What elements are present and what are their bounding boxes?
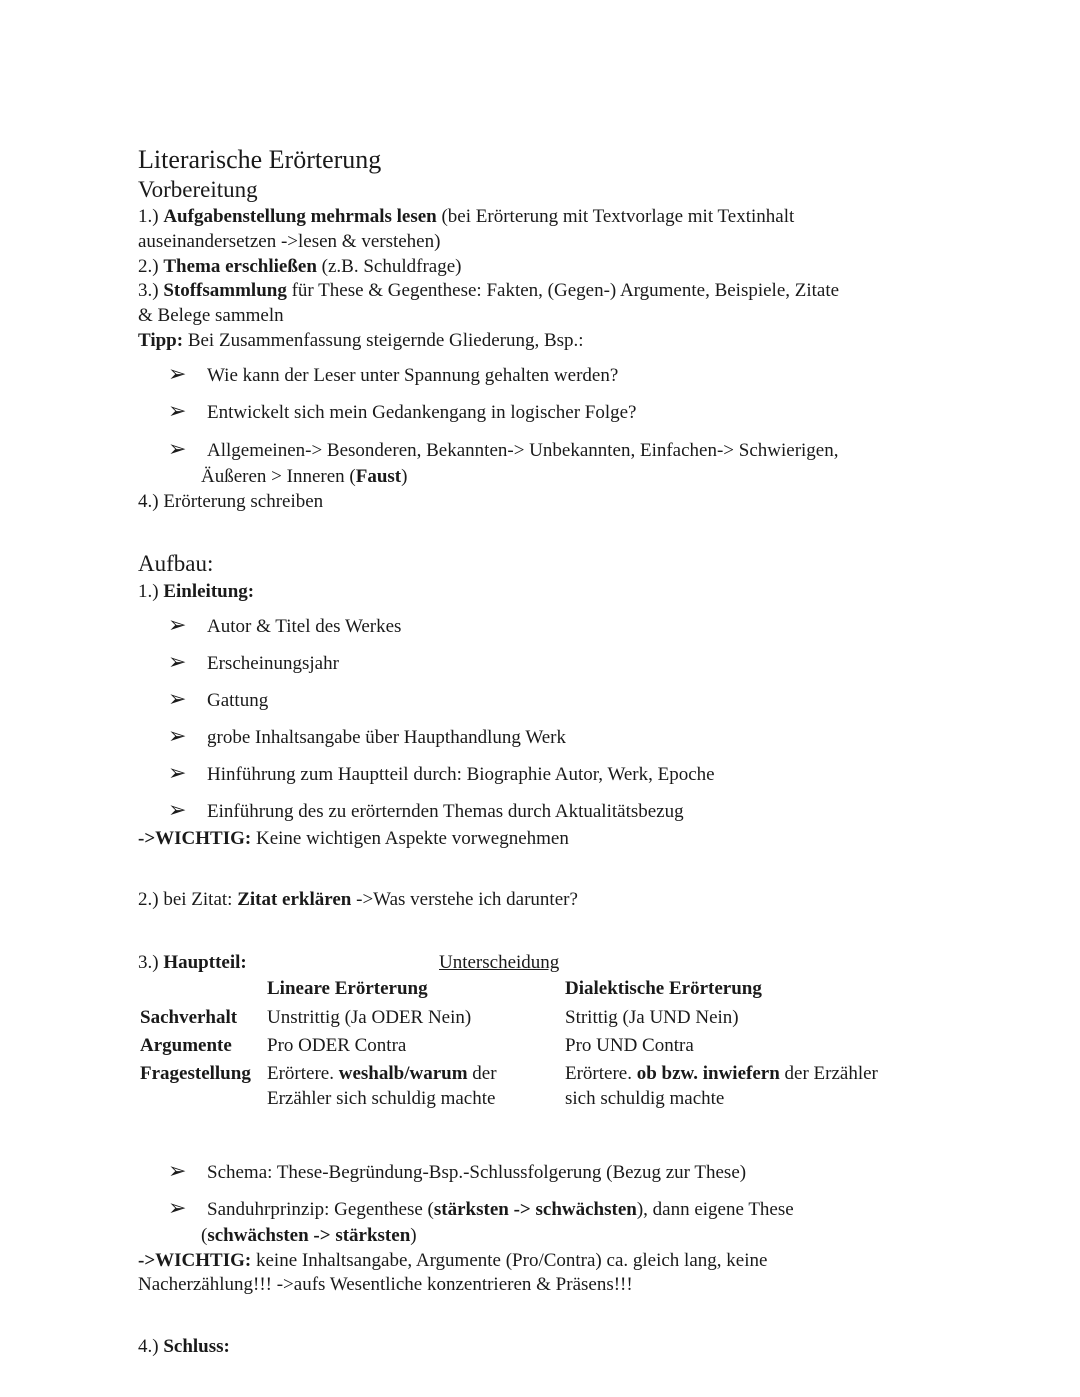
arrow-bullet-icon: ➢ <box>168 723 187 748</box>
table-header: Lineare Erörterung <box>267 978 428 999</box>
step-3-cont: & Belege sammeln <box>138 305 284 326</box>
list-item: Autor & Titel des Werkes <box>207 616 402 637</box>
row-label: Fragestellung <box>140 1063 251 1084</box>
table-cell-cont: sich schuldig machte <box>565 1088 725 1109</box>
table-caption: Unterscheidung <box>439 952 560 973</box>
list-item: Einführung des zu erörternden Themas durch Aktualitätsbezug <box>207 801 684 822</box>
step-3: 3.) Stoffsammlung für These & Gegenthese: Fakten, (Gegen-) Argumente, Beispiele, Zitate <box>138 280 840 301</box>
tipp-line: Tipp: Bei Zusammenfassung steigernde Gliederung, Bsp.: <box>138 330 584 351</box>
step-4: 4.) Erörterung schreiben <box>138 491 324 512</box>
list-item: Gattung <box>207 690 269 711</box>
arrow-bullet-icon: ➢ <box>168 649 187 674</box>
list-item: Hinführung zum Hauptteil durch: Biographie Autor, Werk, Epoche <box>207 764 715 785</box>
arrow-bullet-icon: ➢ <box>168 612 187 637</box>
wichtig-note-1: ->WICHTIG: Keine wichtigen Aspekte vorwegnehmen <box>138 828 569 849</box>
step-2: 2.) Thema erschließen (z.B. Schuldfrage) <box>138 256 462 277</box>
table-header: Dialektische Erörterung <box>565 978 762 999</box>
table-cell: Pro UND Contra <box>565 1035 694 1056</box>
arrow-bullet-icon: ➢ <box>168 797 187 822</box>
table-cell: Unstrittig (Ja ODER Nein) <box>267 1007 472 1028</box>
arrow-bullet-icon: ➢ <box>168 760 187 785</box>
table-cell: Erörtere. ob bzw. inwiefern der Erzähler <box>565 1063 878 1084</box>
arrow-bullet-icon: ➢ <box>168 436 187 461</box>
arrow-bullet-icon: ➢ <box>168 361 187 386</box>
table-cell: Erörtere. weshalb/warum der <box>267 1063 497 1084</box>
arrow-bullet-icon: ➢ <box>168 686 187 711</box>
table-cell-cont: Erzähler sich schuldig machte <box>267 1088 496 1109</box>
wichtig-note-2-cont: Nacherzählung!!! ->aufs Wesentliche konzentrieren & Präsens!!! <box>138 1274 633 1295</box>
list-item: Schema: These-Begründung-Bsp.-Schlussfolgerung (Bezug zur These) <box>207 1162 747 1183</box>
list-item: Entwickelt sich mein Gedankengang in logischer Folge? <box>207 402 637 423</box>
section-heading-aufbau: Aufbau: <box>138 551 214 576</box>
wichtig-note-2: ->WICHTIG: keine Inhaltsangabe, Argumente (Pro/Contra) ca. gleich lang, keine <box>138 1250 768 1271</box>
row-label: Argumente <box>140 1035 232 1056</box>
page-title: Literarische Erörterung <box>138 145 382 174</box>
list-item: Wie kann der Leser unter Spannung gehalten werden? <box>207 365 619 386</box>
list-item-cont: (schwächsten -> stärksten) <box>201 1225 417 1246</box>
table-cell: Strittig (Ja UND Nein) <box>565 1007 739 1028</box>
einleitung-heading: 1.) Einleitung: <box>138 581 255 602</box>
list-item-cont: Äußeren > Inneren (Faust) <box>201 466 408 487</box>
table-cell: Pro ODER Contra <box>267 1035 407 1056</box>
list-item: grobe Inhaltsangabe über Haupthandlung Werk <box>207 727 567 748</box>
schluss-heading: 4.) Schluss: <box>138 1336 230 1357</box>
row-label: Sachverhalt <box>140 1007 238 1028</box>
step-1: 1.) Aufgabenstellung mehrmals lesen (bei Erörterung mit Textvorlage mit Textinhalt <box>138 206 795 227</box>
list-item: Allgemeinen-> Besonderen, Bekannten-> Unbekannten, Einfachen-> Schwierigen, <box>207 440 839 461</box>
zitat-line: 2.) bei Zitat: Zitat erklären ->Was verstehe ich darunter? <box>138 889 578 910</box>
list-item: Erscheinungsjahr <box>207 653 339 674</box>
arrow-bullet-icon: ➢ <box>168 1195 187 1220</box>
hauptteil-heading: 3.) Hauptteil: <box>138 952 247 973</box>
step-1-cont: auseinandersetzen ->lesen & verstehen) <box>138 231 441 252</box>
section-heading-vorbereitung: Vorbereitung <box>138 177 258 202</box>
list-item: Sanduhrprinzip: Gegenthese (stärksten -> schwächsten), dann eigene These <box>207 1199 794 1220</box>
arrow-bullet-icon: ➢ <box>168 1158 187 1183</box>
arrow-bullet-icon: ➢ <box>168 398 187 423</box>
